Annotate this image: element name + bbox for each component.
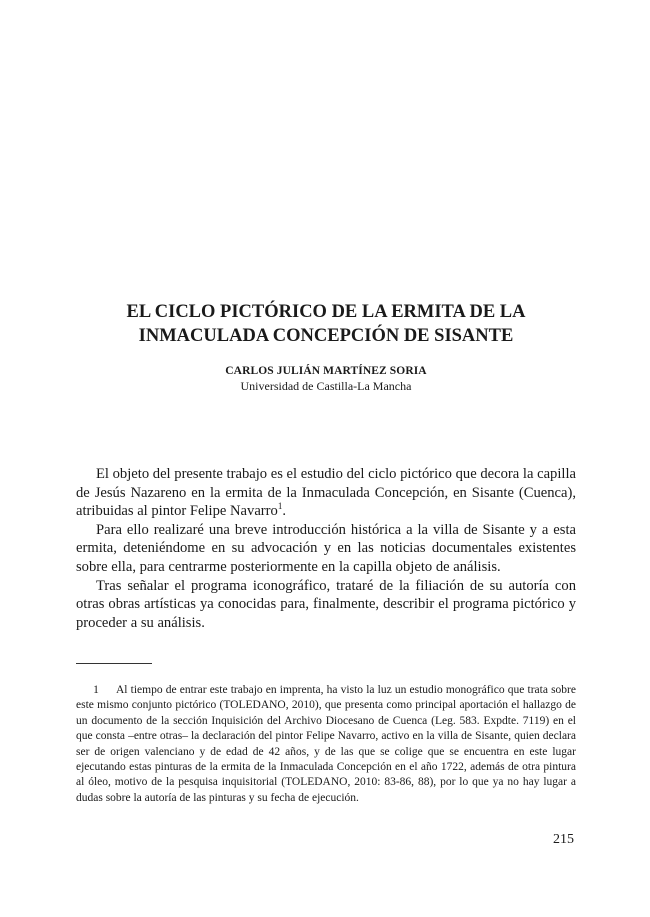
title-line-1: EL CICLO PICTÓRICO DE LA ERMITA DE LA — [126, 302, 526, 322]
footnote-ref-1[interactable]: 1 — [277, 501, 283, 512]
paragraph-2: Para ello realizaré una breve introducción histórica a la villa de Sisante y a esta ermita, deteniéndome en su advocación y en las noticias documentales existentes sobre ella, para centrarme posteriormente en la capilla objeto de análisis. — [76, 521, 576, 575]
paragraph-1-tail: . — [282, 503, 286, 520]
footnote-text: Al tiempo de entrar este trabajo en imprenta, ha visto la luz un estudio monográfico que trata sobre este mismo conjunto pictórico (TOLEDANO, 2010), que presenta como principal aportación el hallazgo de un documento de la sección Inquisición del Archivo Diocesano de Cuenca (Leg. 583. Expdte. 7119) en el que consta –entre otras– la declaración del pintor Felipe Navarro, activo en la villa de Sisante, quien declara ser de origen valenciano y de edad de 42 años, y de las que se colige que se encuentra en este lugar ejecutando estas pinturas de la ermita de la Inmaculada Concepción en el año 1722, además de otra pintura al óleo, motivo de la pesquisa inquisitorial (TOLEDANO, 2010: 83-86, 88), por lo que ya no hay lugar a dudas sobre la autoría de las pinturas y su fecha de ejecución. — [76, 684, 576, 804]
author-affiliation: Universidad de Castilla-La Mancha — [240, 379, 412, 393]
footnote-separator — [76, 663, 152, 664]
footnote-number: 1 — [93, 684, 99, 696]
article-title — [76, 300, 576, 348]
paragraph-1-text: El objeto del presente trabajo es el estudio del ciclo pictórico que decora la capilla de Jesús Nazareno en la ermita de la Inmaculada Concepción, en Sisante (Cuenca), atribuidas al pintor Felipe Navarro — [76, 466, 576, 520]
paragraph-1 — [76, 465, 576, 521]
article-body — [76, 465, 576, 632]
paragraph-3: Tras señalar el programa iconográfico, trataré de la filiación de su autoría con otras obras artísticas ya conocidas para, finalmente, describir el programa pictórico y proceder a su análisis. — [76, 577, 576, 631]
author-name: CARLOS JULIÁN MARTÍNEZ SORIA — [225, 365, 427, 377]
footnote-1 — [76, 683, 576, 806]
title-line-2: INMACULADA CONCEPCIÓN DE SISANTE — [138, 326, 514, 346]
page-number: 215 — [553, 832, 574, 847]
